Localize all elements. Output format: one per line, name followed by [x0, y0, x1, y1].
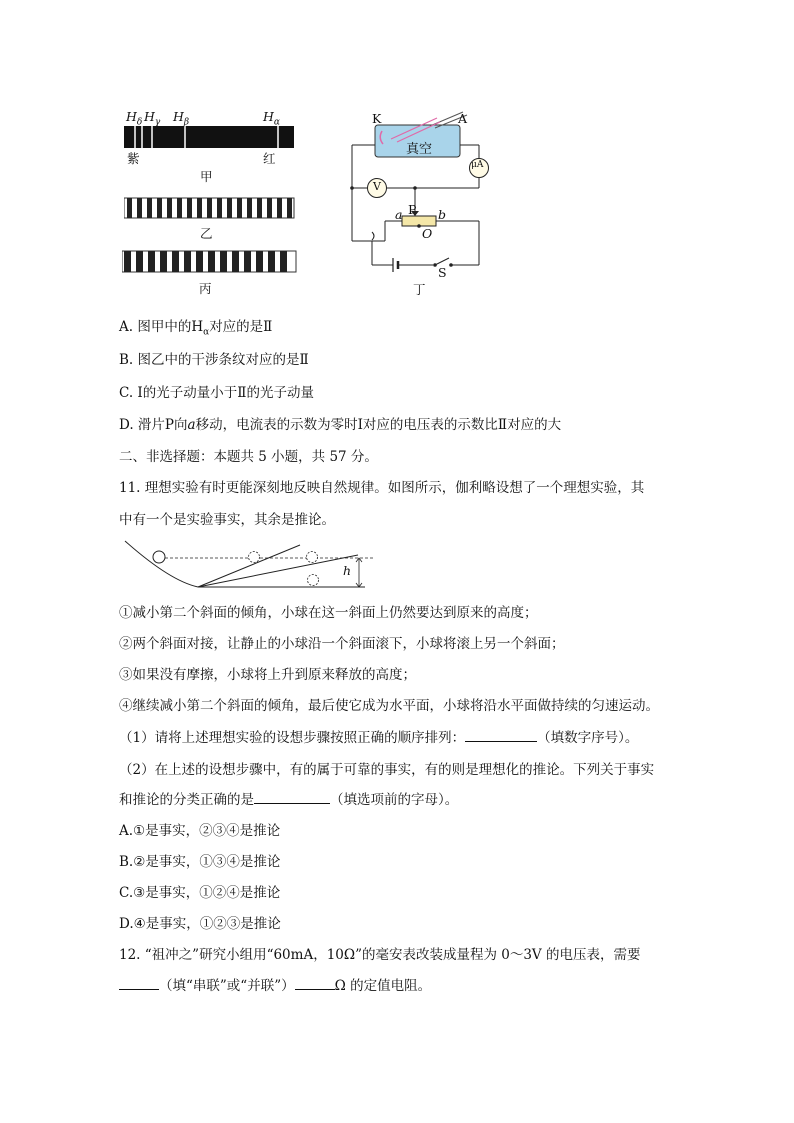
voltmeter-label: V — [373, 180, 381, 193]
q11-part2-line1: （2）在上述的设想步骤中，有的属于可靠的事实，有的则是理想化的推论。下列关于事实 — [119, 762, 655, 778]
q11-option-B: B.②是事实，①③④是推论 — [119, 854, 281, 870]
label-h-gamma: H — [144, 109, 155, 124]
q11-line1: 11. 理想实验有时更能深刻地反映自然规律。如图所示，伽利略设想了一个理想实验，其 — [119, 480, 645, 496]
option-10-C: C. Ⅰ的光子动量小于Ⅱ的光子动量 — [119, 385, 314, 401]
q11-line2: 中有一个是实验事实，其余是推论。 — [119, 512, 335, 528]
label-h: h — [343, 563, 352, 578]
q11-option-C: C.③是事实，①②④是推论 — [119, 885, 281, 901]
fringes-bing-svg — [122, 250, 298, 274]
figure-yi — [124, 197, 296, 245]
label-h-alpha: H — [263, 109, 274, 124]
answer-blank-4[interactable] — [295, 977, 335, 990]
figure-jia: $H_\delta$ $H_\gamma$ $H_\beta$ $H_\alpha$ 紫 红 甲 — [124, 108, 296, 188]
q11-option-D: D.④是事实，①②③是推论 — [119, 916, 281, 932]
q11-part2-line2: 和推论的分类正确的是 （填选项前的字母）。 — [119, 792, 459, 808]
option-10-A: A. 图甲中的$H_\alpha$对应的是Ⅱ — [119, 319, 273, 338]
label-h-delta: H — [126, 109, 137, 124]
label-a: a — [395, 207, 403, 222]
q11-statement-2: ②两个斜面对接，让静止的小球沿一个斜面滚下，小球将滚上另一个斜面； — [119, 636, 565, 652]
caption-ding: 丁 — [413, 282, 426, 297]
q11-statement-4: ④继续减小第二个斜面的倾角，最后使它成为水平面，小球将沿水平面做持续的匀速运动。 — [119, 698, 659, 714]
label-red: 红 — [263, 151, 276, 166]
label-K: K — [372, 111, 382, 126]
inclines-svg — [120, 536, 380, 596]
figure-bing — [122, 250, 298, 298]
label-violet: 紫 — [127, 151, 140, 166]
galileo-figure — [120, 536, 380, 596]
answer-blank-1[interactable] — [465, 729, 537, 742]
q11-option-A: A.①是事实，②③④是推论 — [119, 823, 281, 839]
ammeter-label: μA — [471, 160, 484, 170]
circuit-svg — [345, 108, 495, 298]
caption-yi: 乙 — [200, 226, 213, 241]
spectrum-bar — [124, 126, 294, 148]
tube-text: 真空 — [406, 142, 433, 157]
q11-part1: （1）请将上述理想实验的设想步骤按照正确的顺序排列： （填数字序号）。 — [119, 730, 639, 746]
caption-jia: 甲 — [200, 169, 213, 184]
label-h-beta: H — [173, 109, 184, 124]
q12-line2: （填“串联”或“并联”） Ω 的定值电阻。 — [119, 977, 431, 995]
option-10-B: B. 图乙中的干涉条纹对应的是Ⅱ — [119, 352, 309, 368]
caption-bing: 丙 — [199, 281, 212, 296]
section-heading: 二、非选择题：本题共 5 小题，共 57 分。 — [119, 449, 378, 465]
option-10-D: D. 滑片P向a移动，电流表的示数为零时Ⅰ对应的电压表的示数比Ⅱ对应的大 — [119, 417, 562, 433]
q11-statement-1: ①减小第二个斜面的倾角，小球在这一斜面上仍然要达到原来的高度； — [119, 605, 538, 621]
label-b: b — [438, 207, 447, 222]
answer-blank-3[interactable] — [119, 977, 159, 990]
q11-statement-3: ③如果没有摩擦，小球将上升到原来释放的高度； — [119, 667, 416, 683]
label-O: O — [422, 226, 433, 241]
label-S: S — [438, 265, 447, 280]
q12-line1: 12. “祖冲之”研究小组用“60mA，10Ω”的毫安表改装成量程为 0～3V 的电压表，需要 — [119, 947, 641, 963]
label-A: A — [458, 111, 468, 126]
answer-blank-2[interactable] — [254, 791, 330, 804]
figure-ding — [345, 108, 495, 298]
label-P: P — [408, 202, 417, 217]
fringes-yi-svg — [124, 197, 296, 221]
